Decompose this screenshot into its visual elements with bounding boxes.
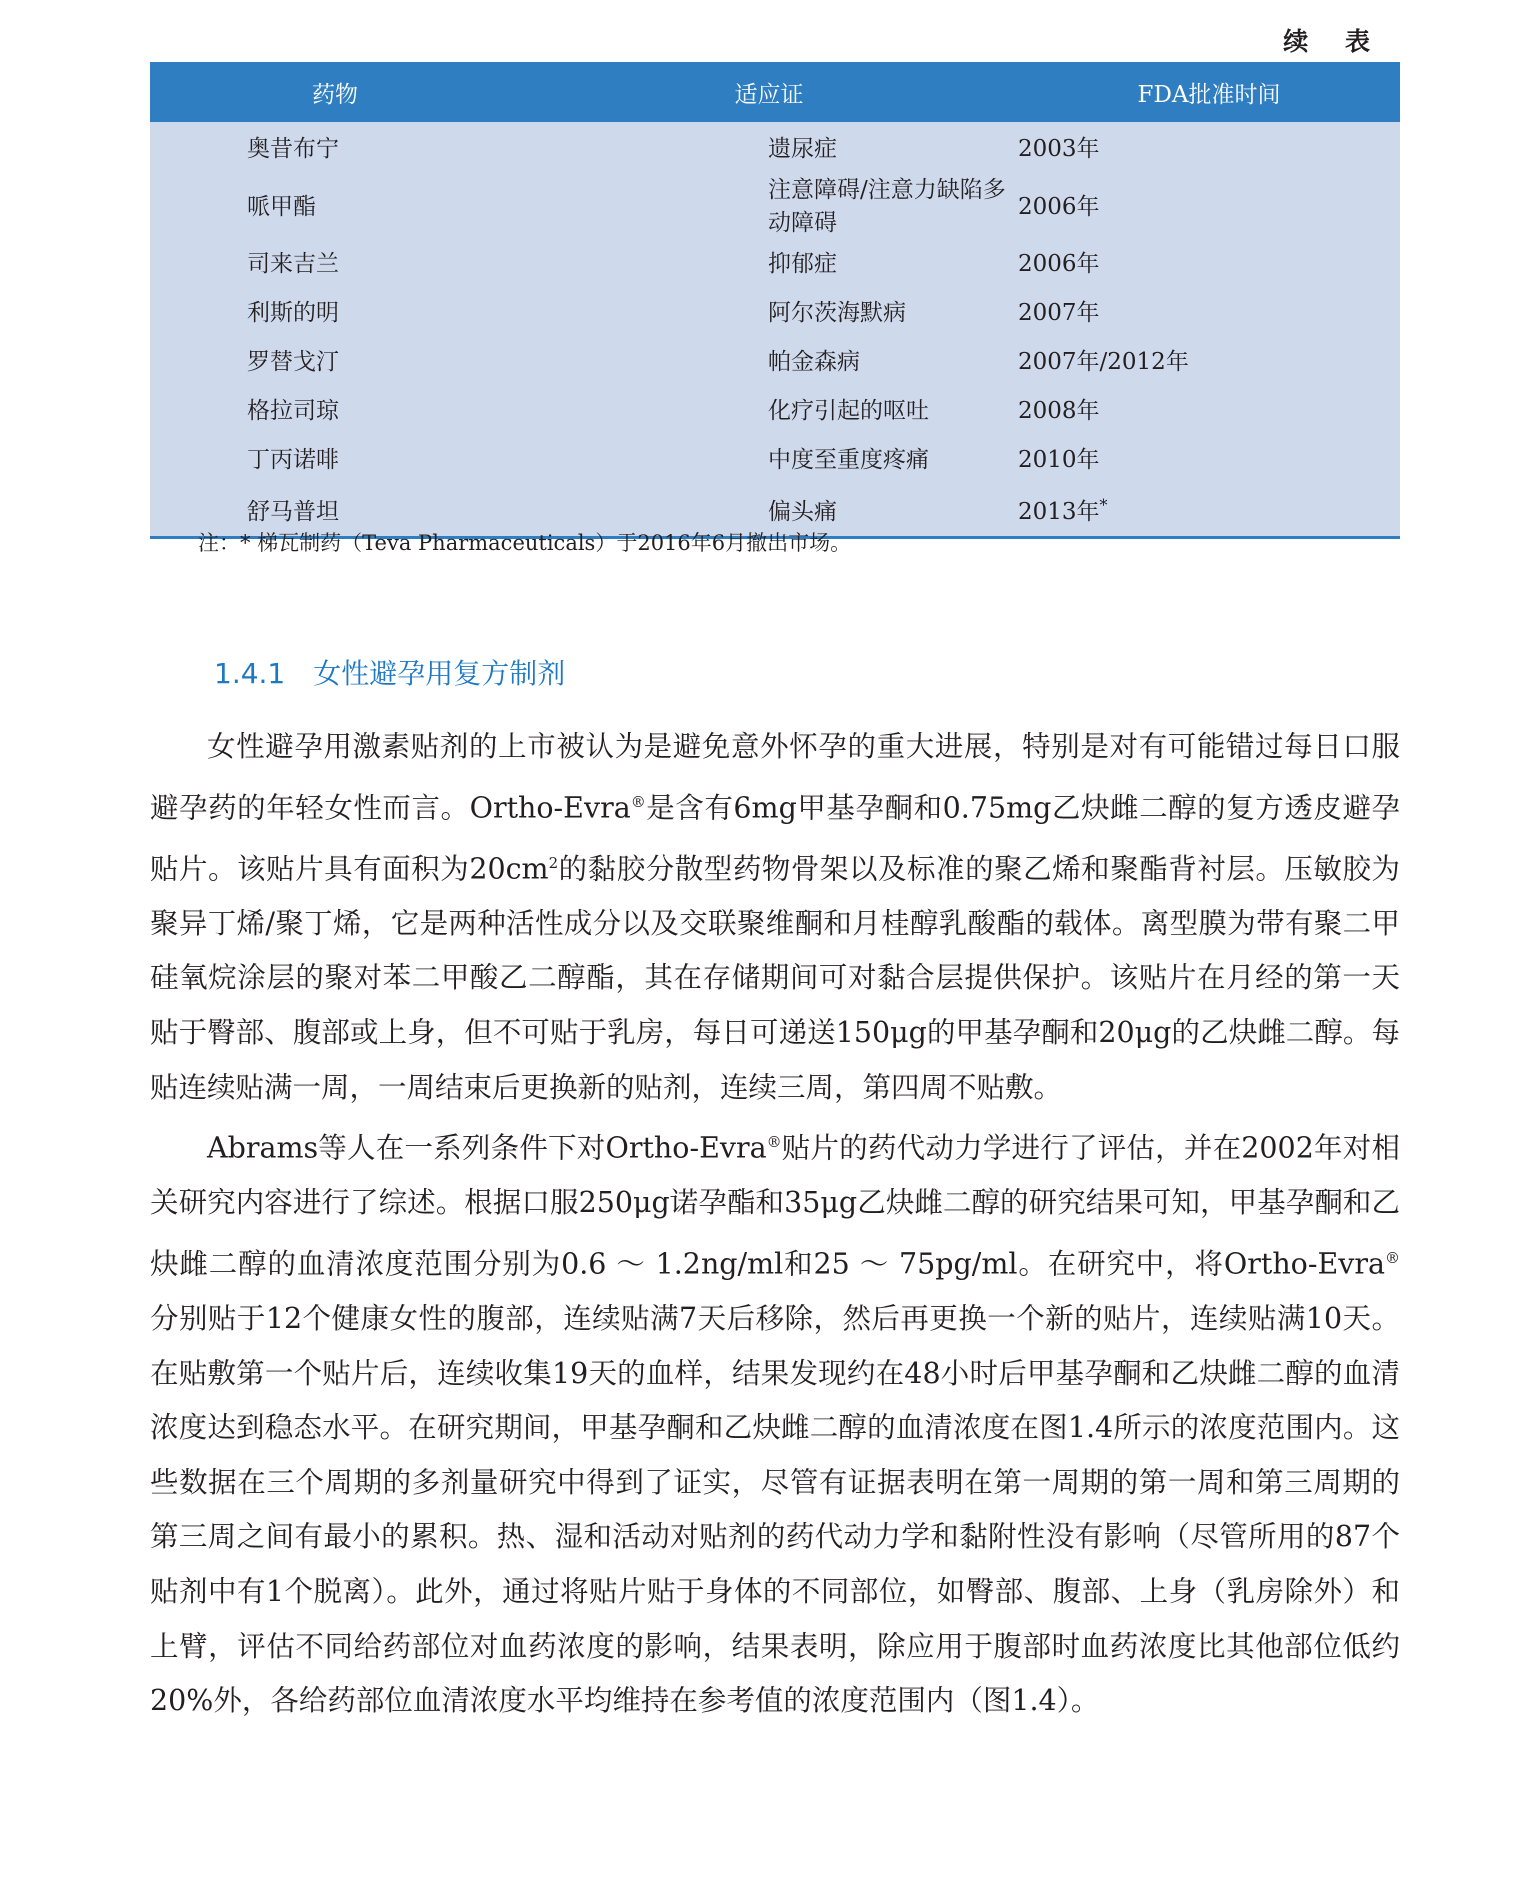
- drug-cell: 格拉司琼: [247, 398, 339, 424]
- registered-mark: ®: [630, 792, 646, 811]
- date-cell: [1018, 171, 1400, 237]
- indication-cell: 偏头痛: [520, 482, 1018, 538]
- date-text: 2006年: [1018, 193, 1100, 220]
- text-run: 的黏胶分散型药物骨架以及标准的聚乙烯和聚酯背衬层。压敏胶为聚异丁烯/聚丁烯，它是两种活性成分以及交联聚维酮和月桂醇乳酸酯的载体。离型膜为带有聚二甲硅氧烷涂层的聚对苯二甲酸乙二醇酯，其在存储期间可对黏合层提供保护。该贴片在月经的第一天贴于臀部、腹部或上身，但不可贴于乳房，每日可递送150μg的甲基孕酮和20μg的乙炔雌二醇。每贴连续贴满一周，一周结束后更换新的贴剂，连续三周，第四周不贴敷。: [150, 852, 1400, 1104]
- date-text: 2008年: [1018, 398, 1100, 424]
- paragraph: [150, 720, 1400, 1115]
- section-number: 1.4.1: [214, 657, 286, 690]
- drug-cell: 丁丙诺啡: [247, 447, 339, 473]
- drug-cell: 哌甲酯: [247, 193, 316, 220]
- text-run: Abrams等人在一系列条件下对Ortho-Evra: [207, 1131, 767, 1165]
- date-cell: [1018, 482, 1400, 538]
- date-text: 2006年: [1018, 251, 1100, 277]
- paragraph: [150, 1115, 1400, 1729]
- table-row: [150, 237, 1400, 286]
- date-cell: [1018, 237, 1400, 286]
- registered-mark: ®: [766, 1133, 782, 1152]
- text-run: 女性避孕用激素贴剂的上市被认为是避免意外怀孕的重大进展，特别是对有可能错过每日口服避孕药的年轻女性而言。Ortho-Evra: [150, 730, 1400, 825]
- registered-mark: ®: [1385, 1248, 1400, 1267]
- continued-table-label: 续 表: [1283, 27, 1384, 56]
- indication-cell: 遗尿症: [768, 136, 837, 162]
- drug-cell: 奥昔布宁: [247, 136, 339, 162]
- drug-cell: 利斯的明: [247, 300, 339, 326]
- indication-cell: 化疗引起的呕吐: [768, 398, 929, 424]
- drug-cell: 舒马普坦: [150, 482, 520, 538]
- date-text: 2013年: [1018, 498, 1100, 525]
- drug-cell: 罗替戈汀: [247, 349, 339, 375]
- indication-cell: 抑郁症: [768, 251, 837, 277]
- text-run: 分别贴于12个健康女性的腹部，连续贴满7天后移除，然后再更换一个新的贴片，连续贴满10天。在贴敷第一个贴片后，连续收集19天的血样，结果发现约在48小时后甲基孕酮和乙炔雌二醇的血清浓度达到稳态水平。在研究期间，甲基孕酮和乙炔雌二醇的血清浓度在图1.4所示的浓度范围内。这些数据在三个周期的多剂量研究中得到了证实，尽管有证据表明在第一周期的第一周和第三周期的第三周之间有最小的累积。热、湿和活动对贴剂的药代动力学和黏附性没有影响（尽管所用的87个贴剂中有1个脱离）。此外，通过将贴片贴于身体的不同部位，如臀部、腹部、上身（乳房除外）和上臂，评估不同给药部位对血药浓度的影响，结果表明，除应用于腹部时血药浓度比其他部位低约20%外，各给药部位血清浓度水平均维持在参考值的浓度范围内（图1.4）。: [150, 1301, 1400, 1718]
- date-cell: [1018, 433, 1400, 482]
- fda-approval-table: [150, 62, 1400, 539]
- table-row: [150, 384, 1400, 433]
- table-row: [150, 171, 1400, 237]
- section-title: 女性避孕用复方制剂: [313, 657, 566, 690]
- date-cell: [1018, 122, 1400, 171]
- indication-cell: 阿尔茨海默病: [768, 300, 906, 326]
- date-cell: [1018, 286, 1400, 335]
- table-row: [150, 122, 1400, 171]
- date-text: 2010年: [1018, 447, 1100, 473]
- header-fda-date: FDA批准时间: [1137, 81, 1281, 108]
- table-header-row: [150, 62, 1400, 122]
- section-heading: [214, 652, 565, 692]
- drug-cell: 司来吉兰: [247, 251, 339, 277]
- date-cell: [1018, 335, 1400, 384]
- indication-cell: 注意障碍/注意力缺陷多动障碍: [768, 177, 1006, 236]
- date-text: 2007年: [1018, 300, 1100, 326]
- table-footnote: 注：* 梯瓦制药（Teva Pharmaceuticals）于2016年6月撤出市场。: [198, 531, 852, 555]
- text-run: 贴片的药代动力学进行了评估，并在2002年对相关研究内容进行了综述。根据口服250μg诺孕酯和35μg乙炔雌二醇的研究结果可知，甲基孕酮和乙炔雌二醇的血清浓度范围分别为0.6 ～ 1.2ng/ml和25 ～ 75pg/ml。在研究中，将Ortho-Evra: [150, 1131, 1400, 1281]
- table-row: [150, 335, 1400, 384]
- date-text: 2003年: [1018, 136, 1100, 162]
- header-indication: 适应证: [734, 81, 804, 108]
- text-run: 是含有6mg甲基孕酮和0.75mg乙炔雌二醇的复方透皮避孕贴片。该贴片具有面积为20cm: [150, 791, 1400, 886]
- header-drug: 药物: [312, 81, 358, 108]
- superscript-two: 2: [548, 853, 559, 872]
- table-row: [150, 286, 1400, 335]
- indication-cell: 中度至重度疼痛: [768, 447, 929, 473]
- table-row: [150, 433, 1400, 482]
- footnote-mark: *: [1099, 494, 1108, 514]
- body-text: [150, 720, 1400, 1729]
- indication-cell: 帕金森病: [768, 349, 860, 375]
- date-cell: [1018, 384, 1400, 433]
- date-text: 2007年/2012年: [1018, 349, 1189, 375]
